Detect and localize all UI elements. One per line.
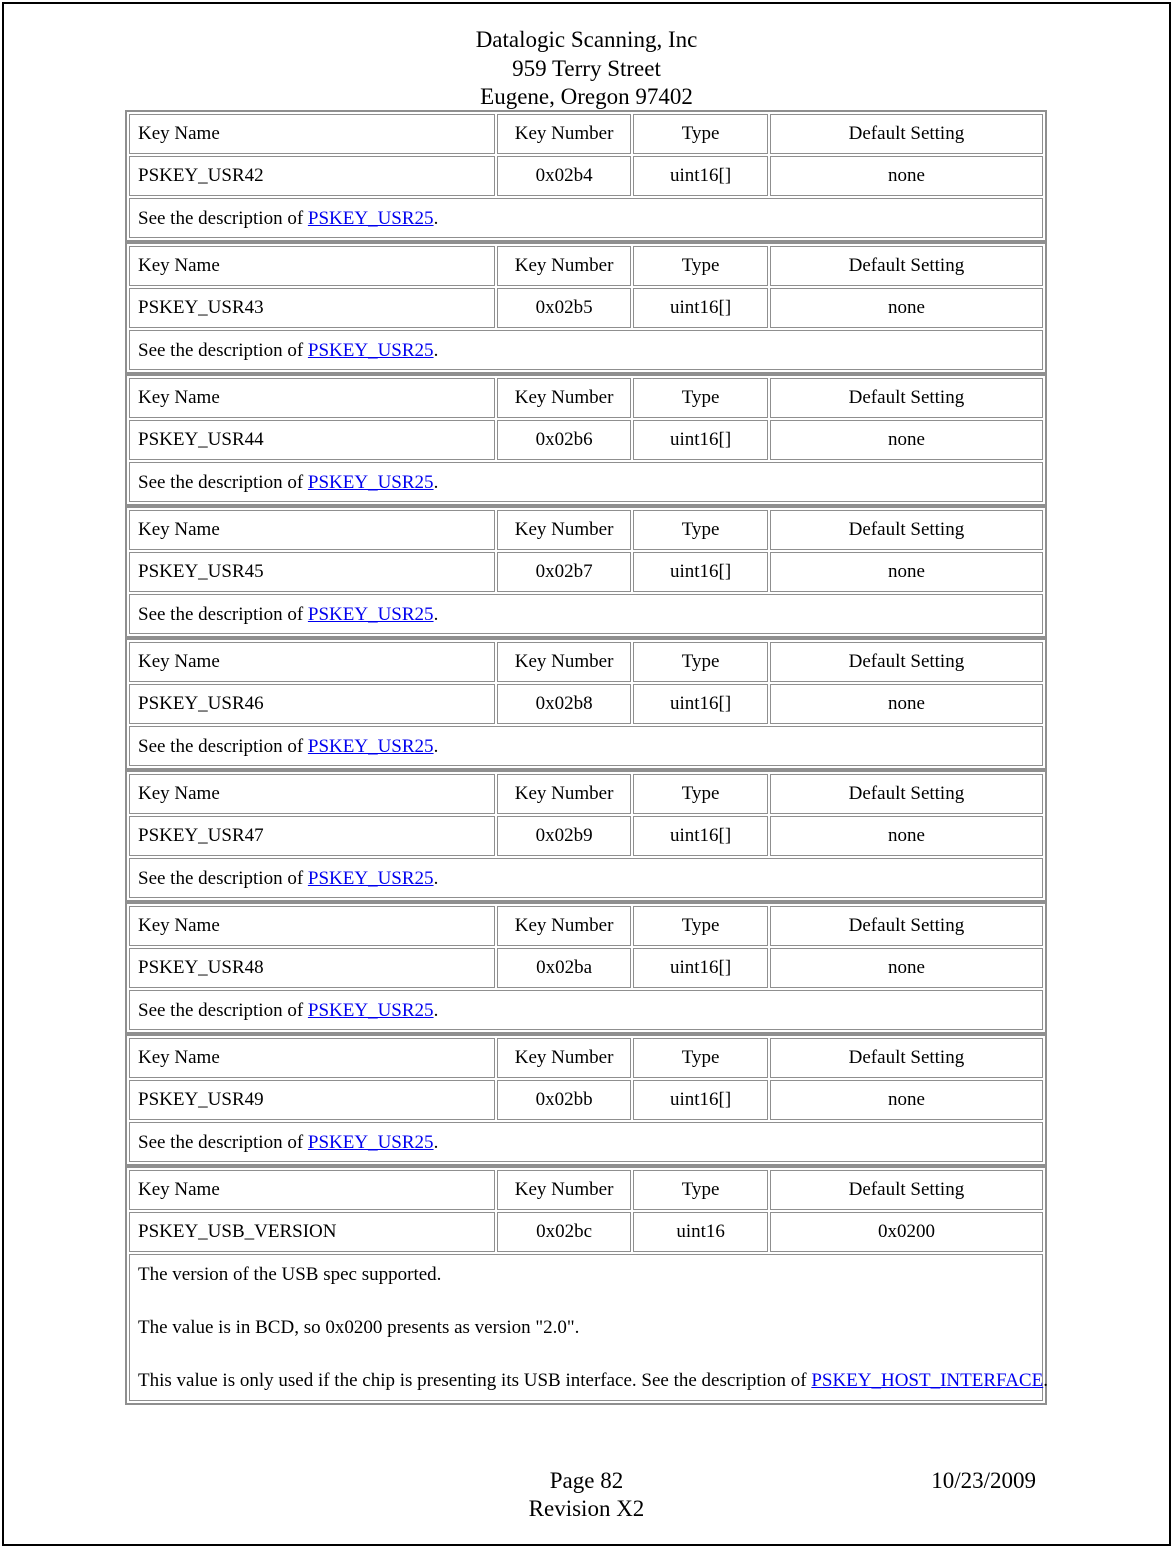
header-key-name: Key Name — [129, 114, 495, 154]
description-row — [129, 1254, 1043, 1401]
table-row — [129, 816, 1043, 856]
pskey-table — [125, 1166, 1047, 1405]
default-setting-cell: none — [770, 552, 1043, 592]
description-text: See the description of — [138, 207, 308, 229]
description-paragraph — [138, 603, 1034, 626]
header-key-number: Key Number — [497, 378, 632, 418]
page-number: Page 82 — [549, 1468, 624, 1493]
table-row — [129, 552, 1043, 592]
default-setting-cell: 0x0200 — [770, 1212, 1043, 1252]
table-header-row — [129, 642, 1043, 682]
key-name-cell: PSKEY_USR49 — [129, 1080, 495, 1120]
description-row — [129, 858, 1043, 898]
table-row — [129, 1080, 1043, 1120]
header-key-name: Key Name — [129, 1038, 495, 1078]
table-header-row — [129, 378, 1043, 418]
table-header-row — [129, 1038, 1043, 1078]
key-number-cell: 0x02bc — [497, 1212, 632, 1252]
table-row — [129, 156, 1043, 196]
description-paragraph — [138, 1316, 1034, 1339]
header-key-name: Key Name — [129, 774, 495, 814]
description-cell — [129, 1254, 1048, 1401]
header-type: Type — [633, 1038, 768, 1078]
description-cell — [129, 990, 1043, 1030]
description-text: The value is in BCD, so 0x0200 presents as version "2.0". — [138, 1317, 580, 1338]
description-text: See the description of — [138, 1131, 308, 1153]
default-setting-cell: none — [770, 948, 1043, 988]
header-type: Type — [633, 1170, 768, 1210]
header-key-name: Key Name — [129, 1170, 495, 1210]
key-name-cell: PSKEY_USR43 — [129, 288, 495, 328]
header-default-setting: Default Setting — [770, 378, 1043, 418]
pskey-reference-link[interactable]: PSKEY_USR25 — [307, 735, 434, 757]
header-type: Type — [633, 642, 768, 682]
description-punctuation: . — [433, 471, 439, 493]
description-paragraph — [138, 207, 1034, 230]
description-paragraph — [138, 1263, 1034, 1286]
type-cell: uint16[] — [633, 288, 768, 328]
header-key-number: Key Number — [497, 246, 632, 286]
type-cell: uint16[] — [633, 948, 768, 988]
description-punctuation: . — [1043, 1370, 1048, 1391]
key-number-cell: 0x02b4 — [497, 156, 632, 196]
key-number-cell: 0x02ba — [497, 948, 632, 988]
header-type: Type — [633, 246, 768, 286]
key-name-cell: PSKEY_USR48 — [129, 948, 495, 988]
pskey-table — [125, 638, 1047, 770]
description-text: See the description of — [138, 339, 308, 361]
description-punctuation: . — [433, 735, 439, 757]
description-cell — [129, 726, 1043, 766]
default-setting-cell: none — [770, 420, 1043, 460]
description-punctuation: . — [433, 603, 439, 625]
key-number-cell: 0x02b8 — [497, 684, 632, 724]
description-paragraph — [138, 735, 1034, 758]
pskey-reference-link[interactable]: PSKEY_USR25 — [307, 603, 434, 625]
description-cell — [129, 462, 1043, 502]
description-text: See the description of — [138, 471, 308, 493]
header-key-name: Key Name — [129, 378, 495, 418]
description-row — [129, 330, 1043, 370]
default-setting-cell: none — [770, 156, 1043, 196]
description-cell — [129, 198, 1043, 238]
default-setting-cell: none — [770, 816, 1043, 856]
pskey-reference-link[interactable]: PSKEY_USR25 — [307, 1131, 434, 1153]
type-cell: uint16 — [633, 1212, 768, 1252]
key-number-cell: 0x02bb — [497, 1080, 632, 1120]
pskey-reference-link[interactable]: PSKEY_HOST_INTERFACE — [811, 1370, 1044, 1391]
header-default-setting: Default Setting — [770, 510, 1043, 550]
header-key-name: Key Name — [129, 906, 495, 946]
company-name: Datalogic Scanning, Inc — [475, 27, 698, 52]
description-text: See the description of — [138, 603, 308, 625]
description-row — [129, 726, 1043, 766]
description-punctuation: . — [433, 207, 439, 229]
description-text: See the description of — [138, 999, 308, 1021]
table-header-row — [129, 774, 1043, 814]
description-punctuation: . — [433, 999, 439, 1021]
pskey-reference-link[interactable]: PSKEY_USR25 — [307, 339, 434, 361]
header-key-number: Key Number — [497, 510, 632, 550]
key-name-cell: PSKEY_USR44 — [129, 420, 495, 460]
description-text: See the description of — [138, 867, 308, 889]
key-name-cell: PSKEY_USR42 — [129, 156, 495, 196]
table-header-row — [129, 114, 1043, 154]
description-punctuation: . — [433, 1131, 439, 1153]
header-key-number: Key Number — [497, 1038, 632, 1078]
description-cell — [129, 330, 1043, 370]
pskey-reference-link[interactable]: PSKEY_USR25 — [307, 207, 434, 229]
type-cell: uint16[] — [633, 684, 768, 724]
table-header-row — [129, 246, 1043, 286]
header-type: Type — [633, 114, 768, 154]
key-number-cell: 0x02b7 — [497, 552, 632, 592]
type-cell: uint16[] — [633, 420, 768, 460]
header-type: Type — [633, 378, 768, 418]
description-cell — [129, 858, 1043, 898]
header-key-number: Key Number — [497, 1170, 632, 1210]
default-setting-cell: none — [770, 1080, 1043, 1120]
description-paragraph — [138, 471, 1034, 494]
key-number-cell: 0x02b5 — [497, 288, 632, 328]
default-setting-cell: none — [770, 288, 1043, 328]
pskey-reference-link[interactable]: PSKEY_USR25 — [307, 999, 434, 1021]
table-header-row — [129, 1170, 1043, 1210]
key-name-cell: PSKEY_USR45 — [129, 552, 495, 592]
pskey-table-list — [125, 110, 1047, 1405]
header-type: Type — [633, 510, 768, 550]
description-paragraph — [138, 1131, 1034, 1154]
revision: Revision X2 — [528, 1496, 645, 1521]
description-row — [129, 462, 1043, 502]
description-row — [129, 198, 1043, 238]
footer-date: 10/23/2009 — [931, 1468, 1036, 1493]
pskey-table — [125, 374, 1047, 506]
description-row — [129, 594, 1043, 634]
description-paragraph — [138, 339, 1034, 362]
header-default-setting: Default Setting — [770, 1038, 1043, 1078]
description-paragraph — [138, 999, 1034, 1022]
key-name-cell: PSKEY_USR47 — [129, 816, 495, 856]
city-address: Eugene, Oregon 97402 — [480, 84, 693, 109]
description-cell — [129, 594, 1043, 634]
header-type: Type — [633, 906, 768, 946]
default-setting-cell: none — [770, 684, 1043, 724]
type-cell: uint16[] — [633, 1080, 768, 1120]
table-row — [129, 1212, 1043, 1252]
description-paragraph — [138, 867, 1034, 890]
table-row — [129, 420, 1043, 460]
header-default-setting: Default Setting — [770, 246, 1043, 286]
header-default-setting: Default Setting — [770, 906, 1043, 946]
pskey-table — [125, 242, 1047, 374]
header-key-name: Key Name — [129, 246, 495, 286]
pskey-table — [125, 506, 1047, 638]
header-key-name: Key Name — [129, 642, 495, 682]
description-text: The version of the USB spec supported. — [138, 1264, 442, 1285]
key-name-cell: PSKEY_USR46 — [129, 684, 495, 724]
description-cell — [129, 1122, 1043, 1162]
description-punctuation: . — [433, 867, 439, 889]
table-header-row — [129, 510, 1043, 550]
type-cell: uint16[] — [633, 156, 768, 196]
header-default-setting: Default Setting — [770, 114, 1043, 154]
pskey-reference-link[interactable]: PSKEY_USR25 — [307, 471, 434, 493]
table-row — [129, 684, 1043, 724]
description-text: See the description of — [138, 735, 308, 757]
header-default-setting: Default Setting — [770, 1170, 1043, 1210]
table-row — [129, 948, 1043, 988]
header-default-setting: Default Setting — [770, 774, 1043, 814]
description-row — [129, 1122, 1043, 1162]
description-punctuation: . — [433, 339, 439, 361]
key-number-cell: 0x02b6 — [497, 420, 632, 460]
key-name-cell: PSKEY_USB_VERSION — [129, 1212, 495, 1252]
description-row — [129, 990, 1043, 1030]
header-key-number: Key Number — [497, 642, 632, 682]
type-cell: uint16[] — [633, 816, 768, 856]
key-number-cell: 0x02b9 — [497, 816, 632, 856]
header-key-number: Key Number — [497, 114, 632, 154]
street-address: 959 Terry Street — [512, 55, 661, 81]
header-key-number: Key Number — [497, 774, 632, 814]
description-text: This value is only used if the chip is presenting its USB interface. See the description of — [138, 1370, 812, 1391]
header-key-name: Key Name — [129, 510, 495, 550]
header-key-number: Key Number — [497, 906, 632, 946]
header-type: Type — [633, 774, 768, 814]
document-header — [0, 26, 1173, 112]
table-row — [129, 288, 1043, 328]
pskey-table — [125, 1034, 1047, 1166]
pskey-table — [125, 110, 1047, 242]
header-default-setting: Default Setting — [770, 642, 1043, 682]
pskey-reference-link[interactable]: PSKEY_USR25 — [307, 867, 434, 889]
pskey-table — [125, 770, 1047, 902]
type-cell: uint16[] — [633, 552, 768, 592]
table-header-row — [129, 906, 1043, 946]
pskey-table — [125, 902, 1047, 1034]
description-paragraph — [138, 1369, 1048, 1392]
